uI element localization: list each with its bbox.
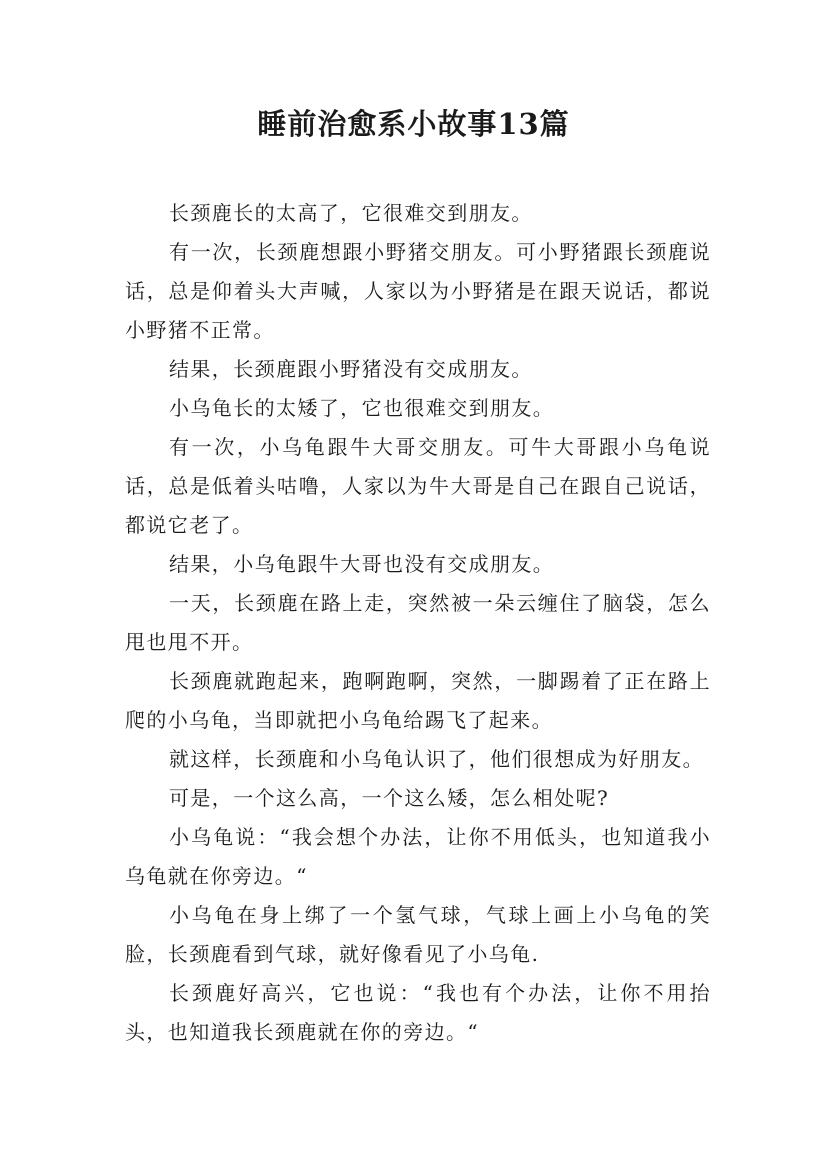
paragraph: 结果，长颈鹿跟小野猪没有交成朋友。 <box>169 357 533 381</box>
paragraph: 可是，一个这么高，一个这么矮，怎么相处呢? <box>169 786 610 810</box>
paragraph: 长颈鹿好高兴，它也说：“我也有个办法，让你不用抬头，也知道我长颈鹿就在你的旁边。“ <box>125 981 711 1044</box>
paragraph: 有一次，小乌龟跟牛大哥交朋友。可牛大哥跟小乌龟说话，总是低着头咕噜，人家以为牛大哥是自己在跟自己说话，都说它老了。 <box>125 435 711 537</box>
document-body <box>125 194 711 1052</box>
paragraph: 结果，小乌龟跟牛大哥也没有交成朋友。 <box>169 552 555 576</box>
paragraph: 长颈鹿就跑起来，跑啊跑啊，突然，一脚踢着了正在路上爬的小乌龟，当即就把小乌龟给踢飞了起来。 <box>125 669 711 732</box>
paragraph: 长颈鹿长的太高了，它很难交到朋友。 <box>169 201 533 225</box>
paragraph: 小乌龟说：“我会想个办法，让你不用低头，也知道我小乌龟就在你旁边。“ <box>125 825 711 888</box>
paragraph: 就这样，长颈鹿和小乌龟认识了，他们很想成为好朋友。 <box>169 747 704 771</box>
document-title: 睡前治愈系小故事13篇 <box>257 107 570 141</box>
paragraph: 有一次，长颈鹿想跟小野猪交朋友。可小野猪跟长颈鹿说话，总是仰着头大声喊，人家以为小野猪是在跟天说话，都说小野猪不正常。 <box>125 240 711 342</box>
paragraph: 小乌龟长的太矮了，它也很难交到朋友。 <box>169 396 555 420</box>
paragraph: 小乌龟在身上绑了一个氢气球，气球上画上小乌龟的笑脸，长颈鹿看到气球，就好像看见了小乌龟. <box>125 903 711 966</box>
paragraph: 一天，长颈鹿在路上走，突然被一朵云缠住了脑袋，怎么甩也甩不开。 <box>125 591 711 654</box>
